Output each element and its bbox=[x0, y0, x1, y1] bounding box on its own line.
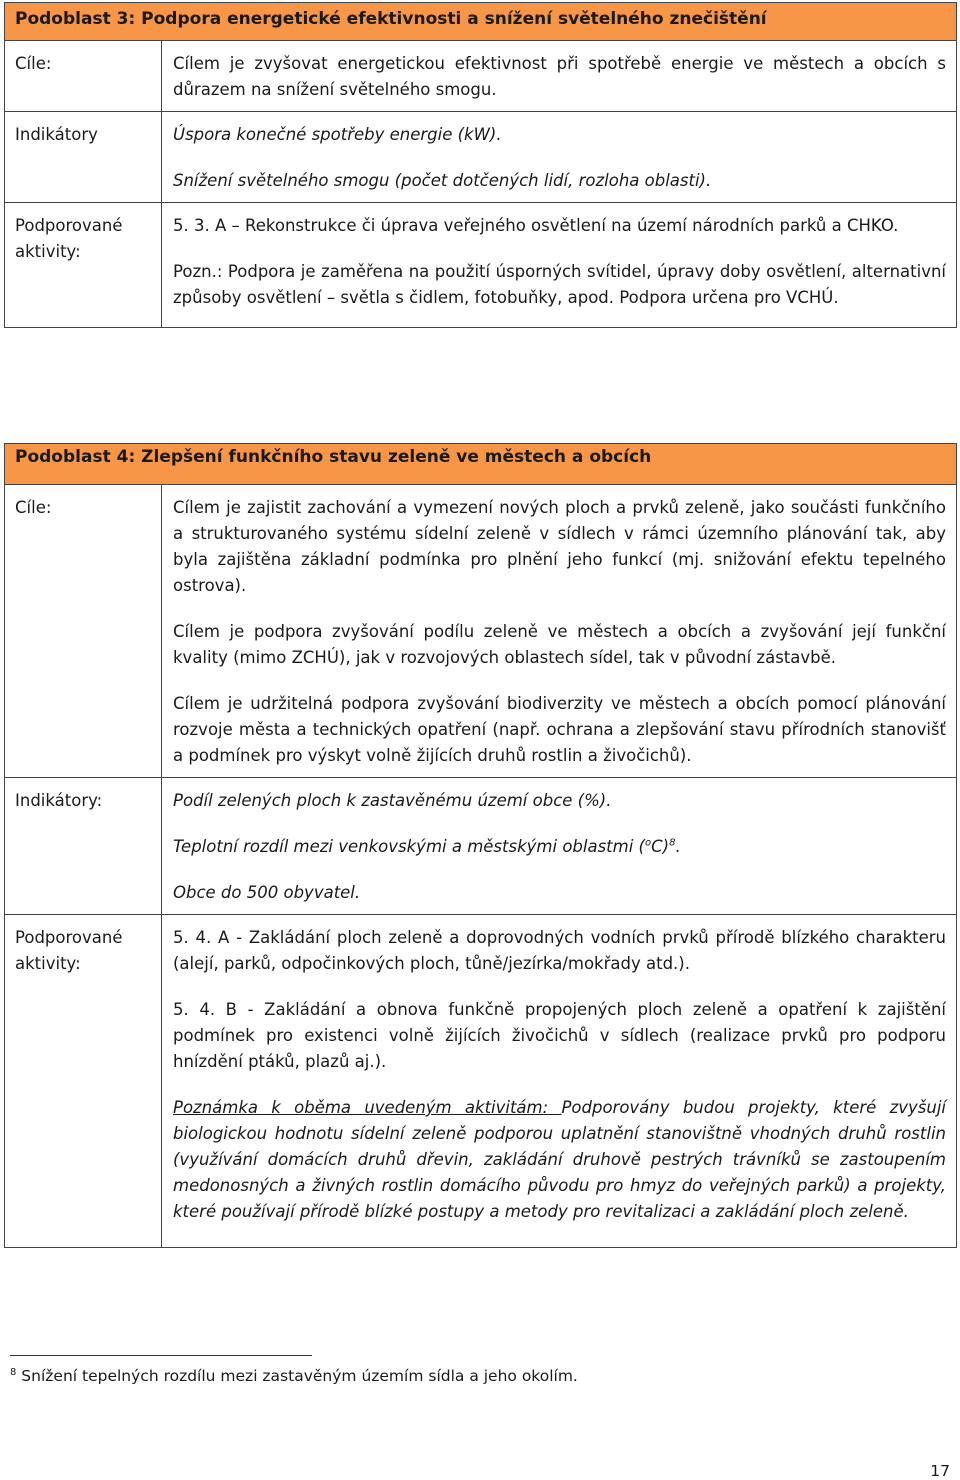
page-number: 17 bbox=[930, 1462, 950, 1480]
aktivity-content bbox=[162, 915, 957, 1248]
footnote-ref: 8 bbox=[669, 837, 676, 849]
aktivita-a: 5. 3. A – Rekonstrukce či úprava veřejného osvětlení na území národních parků a CHKO. bbox=[173, 216, 899, 235]
indikatory-list bbox=[162, 778, 957, 915]
indikatory-label: Indikátory bbox=[5, 112, 162, 203]
indikator-item: Snížení světelného smogu (počet dotčených lidí, rozloha oblasti). bbox=[173, 171, 712, 190]
indikator-item: Teplotní rozdíl mezi venkovskými a městskými oblastmi $(^oC)^8$. bbox=[173, 837, 681, 856]
poznamka: Poznámka k oběma uvedeným aktivitám: Podporovány budou projekty, které zvyšují biologickou hodnotu sídelní zeleně podporou uplatnění stanovištně vhodných druhů rostlin (využívání domácích druhů dřevin, zakládání druhově pestrých trávníků se zastoupením medonosných a živných rostlin domácího původu pro hmyz do veřejných parků) a projekty, které používají přírodě blízké postupy a metody pro revitalizaci a zakládání ploch zeleně. bbox=[173, 1098, 946, 1221]
aktivita-b: 5. 4. B - Zakládání a obnova funkčně propojených ploch zeleně a opatření k zajištění podmínek pro existenci volně žijících živočichů v sídlech (realizace prvků pro podporu hnízdění ptáků, plazů aj.). bbox=[173, 1000, 946, 1071]
indikator-item: Obce do 500 obyvatel. bbox=[173, 883, 361, 902]
cil-item: Cílem je udržitelná podpora zvyšování biodiverzity ve městech a obcích pomocí plánování rozvoje města a technických opatření (např. ochrana a zlepšování stavu přírodních stanovišť a podmínek pro výskyt volně žijících druhů rostlin a živočichů). bbox=[173, 694, 946, 765]
cil-item: Cílem je zajistit zachování a vymezení nových ploch a prvků zeleně, jako součásti funkčního a strukturovaného systému sídelní zeleně v sídlech v rámci územního plánování tak, aby byla zajištěna základní podmínka pro plnění jeho funkcí (mj. snižování efektu tepelného ostrova). bbox=[173, 498, 946, 595]
aktivity-label: Podporované aktivity: bbox=[5, 203, 162, 328]
cile-text bbox=[162, 485, 957, 778]
section-3-table bbox=[4, 2, 957, 328]
cil-item: Cílem je podpora zvyšování podílu zeleně ve městech a obcích a zvyšování její funkční kvality (mimo ZCHÚ), jak v rozvojových oblastech sídel, tak v původní zástavbě. bbox=[173, 622, 946, 667]
section-3-heading: Podoblast 3: Podpora energetické efektivnosti a snížení světelného znečištění bbox=[5, 3, 957, 41]
section-4-table bbox=[4, 443, 957, 1248]
aktivity-label: Podporované aktivity: bbox=[5, 915, 162, 1248]
section-4-heading: Podoblast 4: Zlepšení funkčního stavu zeleně ve městech a obcích bbox=[5, 444, 957, 485]
poznamka: Pozn.: Podpora je zaměřena na použití úsporných svítidel, úpravy doby osvětlení, alternativní způsoby osvětlení – světla s čidlem, fotobuňky, apod. Podpora určena pro VCHÚ. bbox=[173, 262, 946, 307]
indikator-item: Úspora konečné spotřeby energie (kW). bbox=[173, 125, 502, 144]
indikatory-label: Indikátory: bbox=[5, 778, 162, 915]
footnote-separator bbox=[10, 1355, 312, 1356]
footnote: $^8$ Snížení tepelných rozdílu mezi zastavěným územím sídla a jeho okolím. bbox=[10, 1366, 578, 1385]
aktivita-a: 5. 4. A - Zakládání ploch zeleně a doprovodných vodních prvků přírodě blízkého charakteru (alejí, parků, odpočinkových ploch, tůně/jezírka/mokřady atd.). bbox=[173, 928, 946, 973]
cile-text: Cílem je zvyšovat energetickou efektivnost při spotřebě energie ve městech a obcích s důrazem na snížení světelného smogu. bbox=[162, 41, 957, 112]
cile-label: Cíle: bbox=[5, 485, 162, 778]
indikatory-list bbox=[162, 112, 957, 203]
cile-label: Cíle: bbox=[5, 41, 162, 112]
aktivity-content bbox=[162, 203, 957, 328]
indikator-item: Podíl zelených ploch k zastavěnému území obce (%). bbox=[173, 791, 612, 810]
